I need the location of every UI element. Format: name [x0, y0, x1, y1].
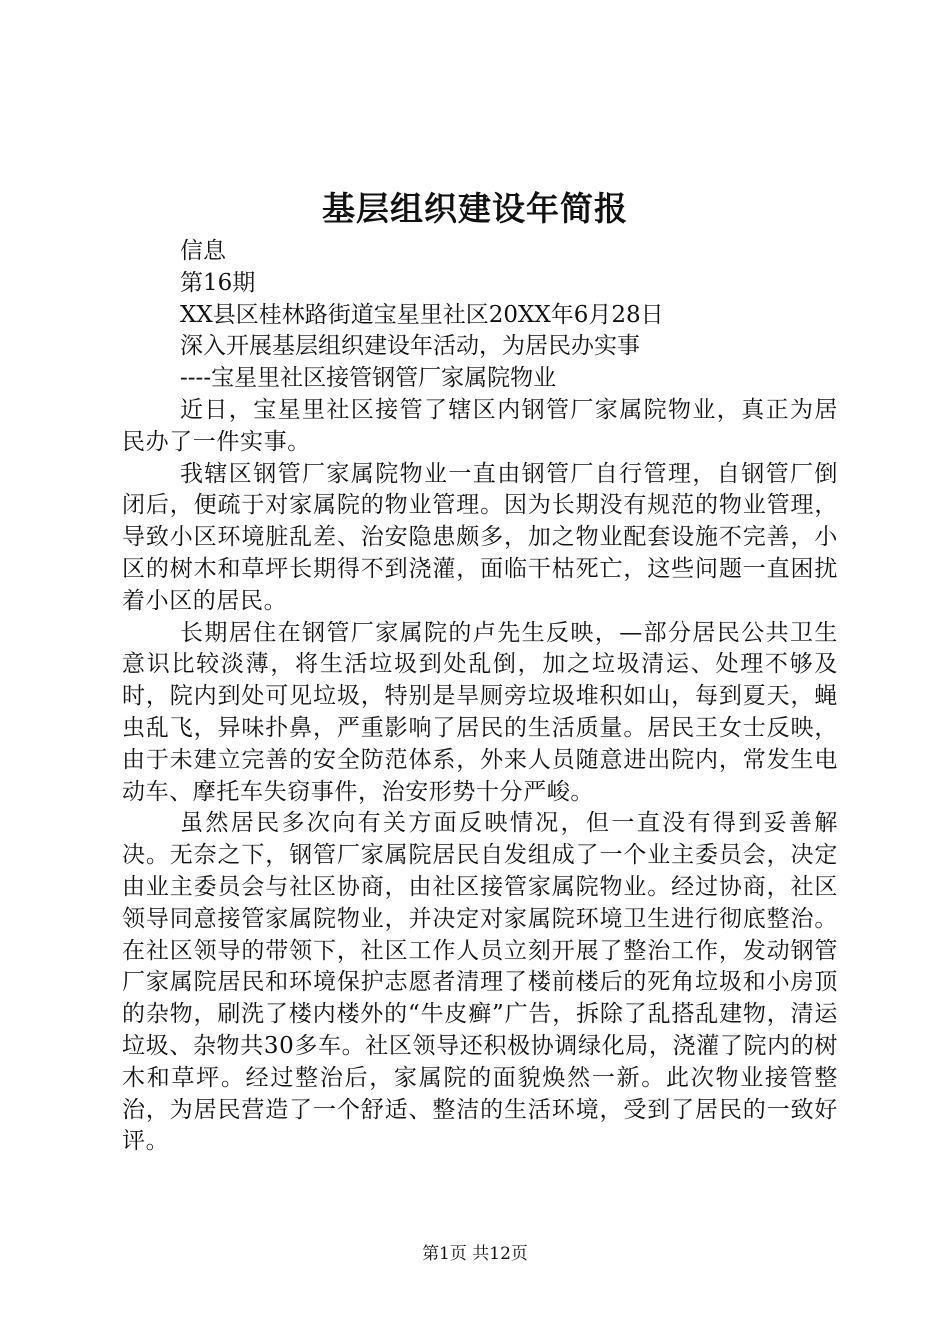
issuer-and-date: XX县区桂林路街道宝星里社区20XX年6月28日	[180, 301, 664, 328]
document-body	[122, 236, 838, 1158]
paragraph-3: 长期居住在钢管厂家属院的卢先生反映，—部分居民公共卫生意识比较淡薄，将生活垃圾到处乱倒，加之垃圾清运、处理不够及时，院内到处可见垃圾，特别是旱厕旁垃圾堆积如山，每到夏天，蝇虫乱飞，异味扑鼻，严重影响了居民的生活质量。居民王女士反映，由于未建立完善的安全防范体系，外来人员随意进出院内，常发生电动车、摩托车失窃事件，治安形势十分严峻。	[122, 619, 838, 805]
paragraph-1: 近日，宝星里社区接管了辖区内钢管厂家属院物业，真正为居民办了一件实事。	[122, 396, 838, 455]
info-label: 信息	[180, 238, 226, 264]
issue-number: 第16期	[180, 269, 256, 296]
article-headline: 深入开展基层组织建设年活动，为居民办实事	[180, 333, 640, 360]
paragraph-4: 虽然居民多次向有关方面反映情况，但一直没有得到妥善解决。无奈之下，钢管厂家属院居民自发组成了一个业主委员会，决定由业主委员会与社区协商，由社区接管家属院物业。经过协商，社区领导同意接管家属院物业，并决定对家属院环境卫生进行彻底整治。在社区领导的带领下，社区工作人员立刻开展了整治工作，发动钢管厂家属院居民和环境保护志愿者清理了楼前楼后的死角垃圾和小房顶的杂物，刷洗了楼内楼外的“牛皮癣”广告，拆除了乱搭乱建物，清运垃圾、杂物共30多车。社区领导还积极协调绿化局，浇灌了院内的树木和草坪。经过整治后，家属院的面貌焕然一新。此次物业接管整治，为居民营造了一个舒适、整洁的生活环境，受到了居民的一致好评。	[122, 810, 838, 1155]
paragraph-2: 我辖区钢管厂家属院物业一直由钢管厂自行管理，自钢管厂倒闭后，便疏于对家属院的物业管理。因为长期没有规范的物业管理，导致小区环境脏乱差、治安隐患颇多，加之物业配套设施不完善，小区的树木和草坪长期得不到浇灌，面临干枯死亡，这些问题一直困扰着小区的居民。	[122, 460, 838, 614]
document-title: 基层组织建设年简报	[322, 189, 628, 228]
article-subheadline: ----宝星里社区接管钢管厂家属院物业	[180, 365, 557, 392]
page-footer: 第1页 共12页	[422, 1244, 528, 1264]
